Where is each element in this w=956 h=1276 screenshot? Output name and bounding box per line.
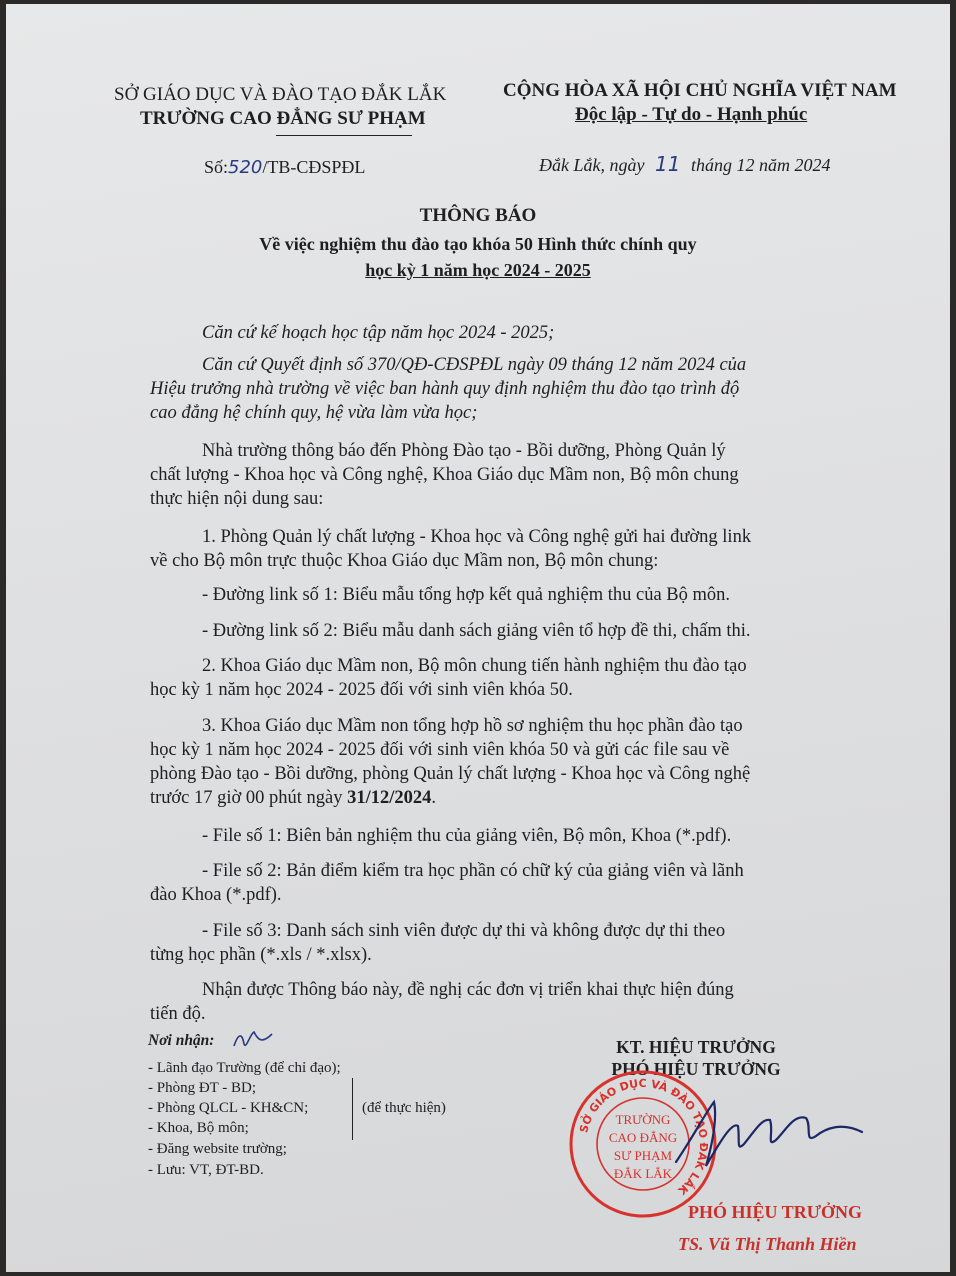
recipients-bracket-note: (để thực hiện) [362, 1100, 446, 1116]
recipients-heading: Nơi nhận: [148, 1032, 215, 1049]
recipient-item: - Khoa, Bộ môn; [148, 1120, 249, 1136]
item1-line-2: về cho Bộ môn trực thuộc Khoa Giáo dục Mầm non, Bộ môn chung: [150, 551, 659, 571]
link-1: - Đường link số 1: Biểu mẫu tổng hợp kết quả nghiệm thu của Bộ môn. [202, 585, 731, 605]
signature-authority: KT. HIỆU TRƯỞNG [616, 1037, 776, 1057]
handwritten-signature [666, 1092, 886, 1172]
recipient-item: - Đăng website trường; [148, 1141, 287, 1157]
document-page [6, 4, 950, 1272]
item2-line-2: học kỳ 1 năm học 2024 - 2025 đối với sinh viên khóa 50. [150, 680, 573, 700]
recipients-initials [232, 1028, 282, 1052]
signature-position: PHÓ HIỆU TRƯỞNG [611, 1059, 781, 1079]
country-name: CỘNG HÒA XÃ HỘI CHỦ NGHĨA VIỆT NAM [503, 80, 897, 101]
svg-text:TRƯỜNG: TRƯỜNG [615, 1112, 671, 1127]
svg-text:SỞ GIÁO DỤC VÀ ĐÀO TẠO ĐẮK LẮK: SỞ GIÁO DỤC VÀ ĐÀO TẠO ĐẮK LẮK [577, 1076, 711, 1198]
svg-text:CAO ĐẲNG: CAO ĐẲNG [608, 1130, 678, 1145]
recipient-item: - Phòng ĐT - BD; [148, 1080, 257, 1096]
school-name: TRƯỜNG CAO ĐẲNG SƯ PHẠM [140, 108, 426, 129]
intro-line-2: chất lượng - Khoa học và Công nghệ, Khoa Giáo dục Mầm non, Bộ môn chung [150, 465, 739, 485]
closing-line-1: Nhận được Thông báo này, đề nghị các đơn vị triển khai thực hiện đúng [202, 980, 734, 1000]
document-number: Số:520/TB-CĐSPĐL [204, 157, 366, 178]
item3-line-1: 3. Khoa Giáo dục Mầm non tổng hợp hồ sơ nghiệm thu học phần đào tạo [202, 716, 743, 736]
basis-plan: Căn cứ kế hoạch học tập năm học 2024 - 2025; [202, 323, 555, 343]
item3-line-3: phòng Đào tạo - Bồi dưỡng, phòng Quản lý chất lượng - Khoa học và Công nghệ [150, 764, 751, 784]
svg-text:ĐẮK LẮK: ĐẮK LẮK [613, 1166, 673, 1181]
ministry-name: SỞ GIÁO DỤC VÀ ĐÀO TẠO ĐẮK LẮK [114, 84, 447, 105]
notice-title: THÔNG BÁO [419, 205, 537, 226]
file-1: - File số 1: Biên bản nghiệm thu của giảng viên, Bộ môn, Khoa (*.pdf). [202, 826, 732, 846]
item1-line-1: 1. Phòng Quản lý chất lượng - Khoa học và Công nghệ gửi hai đường link [202, 527, 752, 547]
item3-line-2: học kỳ 1 năm học 2024 - 2025 đối với sinh viên khóa 50 và gửi các file sau về [150, 740, 730, 760]
header-left-rule [276, 135, 412, 136]
file-3-line-2: từng học phần (*.xls / *.xlsx). [150, 945, 372, 965]
basis-decision-line-3: cao đẳng hệ chính quy, hệ vừa làm vừa học; [150, 403, 478, 423]
deadline-date: 31/12/2024 [347, 788, 432, 808]
document-date: Đắk Lắk, ngày 11 tháng 12 năm 2024 [539, 152, 831, 176]
signer-name: TS. Vũ Thị Thanh Hiền [678, 1234, 857, 1254]
notice-subtitle-2: học kỳ 1 năm học 2024 - 2025 [365, 260, 591, 280]
link-2: - Đường link số 2: Biểu mẫu danh sách giảng viên tổ hợp đề thi, chấm thi. [202, 621, 751, 641]
basis-decision-line-1: Căn cứ Quyết định số 370/QĐ-CĐSPĐL ngày 09 tháng 12 năm 2024 của [202, 355, 747, 375]
notice-subtitle-1: Về việc nghiệm thu đào tạo khóa 50 Hình thức chính quy [259, 234, 697, 254]
country-motto: Độc lập - Tự do - Hạnh phúc [575, 104, 808, 125]
file-3-line-1: - File số 3: Danh sách sinh viên được dự thi và không được dự thi theo [202, 921, 726, 941]
file-2-line-2: đào Khoa (*.pdf). [150, 885, 282, 905]
closing-line-2: tiến độ. [150, 1004, 206, 1024]
svg-text:SƯ PHẠM: SƯ PHẠM [613, 1148, 673, 1163]
recipients-bracket [352, 1078, 353, 1140]
basis-decision-line-2: Hiệu trưởng nhà trường về việc ban hành quy định nghiệm thu đào tạo trình độ [150, 379, 740, 399]
item3-line-4: trước 17 giờ 00 phút ngày 31/12/2024. [150, 788, 437, 808]
file-2-line-1: - File số 2: Bản điểm kiểm tra học phần có chữ ký của giảng viên và lãnh [202, 861, 744, 881]
recipient-item: - Phòng QLCL - KH&CN; [148, 1100, 309, 1116]
stamp-position: PHÓ HIỆU TRƯỞNG [688, 1202, 863, 1222]
intro-line-3: thực hiện nội dung sau: [150, 489, 324, 509]
recipient-item: - Lãnh đạo Trường (để chỉ đạo); [148, 1060, 341, 1076]
recipient-item: - Lưu: VT, ĐT-BD. [148, 1162, 264, 1178]
item2-line-1: 2. Khoa Giáo dục Mầm non, Bộ môn chung tiến hành nghiệm thu đào tạo [202, 656, 747, 676]
intro-line-1: Nhà trường thông báo đến Phòng Đào tạo - Bồi dưỡng, Phòng Quản lý [202, 441, 726, 461]
